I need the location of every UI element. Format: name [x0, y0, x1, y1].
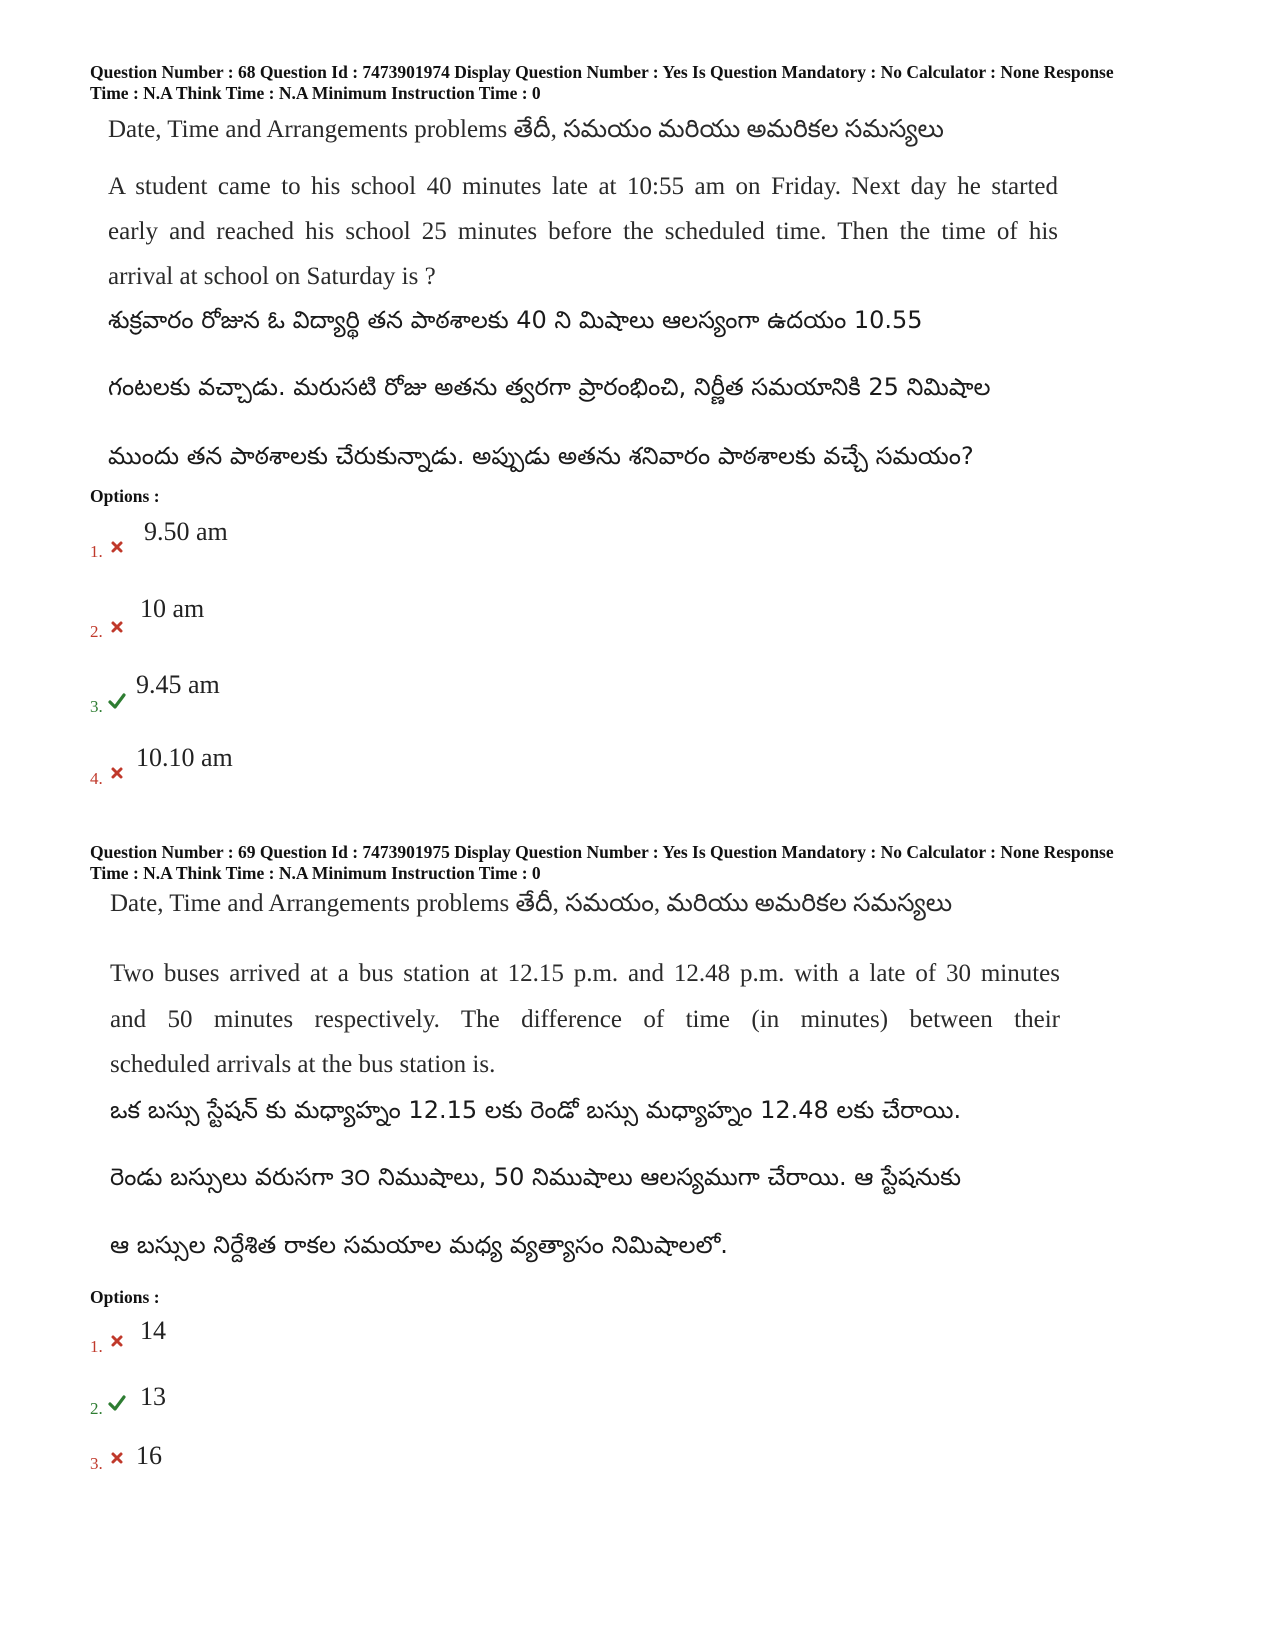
- question-english-line: scheduled arrivals at the bus station is.: [110, 1051, 496, 1078]
- question-english-line: and 50 minutes respectively. The difference of time (in minutes) between their: [110, 1006, 1060, 1033]
- options-label: Options :: [90, 1287, 160, 1307]
- meta-line: Question Number : 69 Question Id : 7473901975 Display Question Number : Yes Is Question Mandatory : No Calculator : None Response: [90, 842, 1114, 862]
- question-english-line: early and reached his school 25 minutes before the scheduled time. Then the time of his: [108, 218, 1058, 245]
- question-69-meta: [90, 842, 1190, 884]
- question-topic: Date, Time and Arrangements problems తేదీ, సమయం మరియు అమరికల సమస్యలు: [108, 116, 944, 143]
- question-english-line: A student came to his school 40 minutes late at 10:55 am on Friday. Next day he started: [108, 173, 1058, 200]
- option-text: 10 am: [140, 594, 205, 623]
- question-english-line: arrival at school on Saturday is ?: [108, 263, 436, 290]
- option-text: 14: [140, 1316, 166, 1345]
- question-68-meta: [90, 62, 1190, 104]
- option-number: 2.: [90, 622, 103, 641]
- option-text: 10.10 am: [136, 743, 233, 772]
- wrong-cross-icon: [110, 766, 124, 780]
- option-text: 9.50 am: [144, 517, 228, 546]
- option-number: 2.: [90, 1399, 103, 1418]
- option-number: 1.: [90, 542, 103, 561]
- question-english-line: Two buses arrived at a bus station at 12.15 p.m. and 12.48 p.m. with a late of 30 minutes: [110, 960, 1060, 987]
- meta-line: Time : N.A Think Time : N.A Minimum Instruction Time : 0: [90, 83, 541, 103]
- meta-line: Question Number : 68 Question Id : 7473901974 Display Question Number : Yes Is Question Mandatory : No Calculator : None Response: [90, 62, 1114, 82]
- question-telugu-line: రెండు బస్సులు వరుసగా ౩౦ నిముషాలు, 50 నిముషాలు ఆలస్యముగా చేరాయి. ఆ స్టేషనుకు: [110, 1163, 962, 1191]
- option-text: 13: [140, 1382, 166, 1411]
- option-number: 3.: [90, 697, 103, 716]
- correct-check-icon: [108, 693, 126, 709]
- meta-line: Time : N.A Think Time : N.A Minimum Instruction Time : 0: [90, 863, 541, 883]
- wrong-cross-icon: [110, 1451, 124, 1465]
- question-telugu-line: ముందు తన పాఠశాలకు చేరుకున్నాడు. అప్పుడు అతను శనివారం పాఠశాలకు వచ్చే సమయం?: [108, 442, 974, 470]
- option-text: 9.45 am: [136, 670, 220, 699]
- option-text: 16: [136, 1441, 162, 1470]
- option-number: 4.: [90, 769, 103, 788]
- question-telugu-line: ఆ బస్సుల నిర్దేశిత రాకల సమయాల మధ్య వ్యత్యాసం నిమిషాలలో.: [110, 1231, 728, 1259]
- option-number: 3.: [90, 1454, 103, 1473]
- question-telugu-line: శుక్రవారం రోజున ఓ విద్యార్థి తన పాఠశాలకు 40 ని మిషాలు ఆలస్యంగా ఉదయం 10.55: [108, 306, 923, 334]
- wrong-cross-icon: [110, 540, 124, 554]
- question-telugu-line: గంటలకు వచ్చాడు. మరుసటి రోజు అతను త్వరగా ప్రారంభించి, నిర్ణీత సమయానికి 25 నిమిషాల: [108, 373, 991, 401]
- correct-check-icon: [108, 1395, 126, 1411]
- wrong-cross-icon: [110, 1334, 124, 1348]
- option-number: 1.: [90, 1337, 103, 1356]
- wrong-cross-icon: [110, 620, 124, 634]
- question-telugu-line: ఒక బస్సు స్టేషన్ కు మధ్యాహ్నం 12.15 లకు రెండో బస్సు మధ్యాహ్నం 12.48 లకు చేరాయి.: [110, 1096, 962, 1124]
- question-topic: Date, Time and Arrangements problems తేదీ, సమయం, మరియు అమరికల సమస్యలు: [110, 890, 953, 917]
- options-label: Options :: [90, 486, 160, 506]
